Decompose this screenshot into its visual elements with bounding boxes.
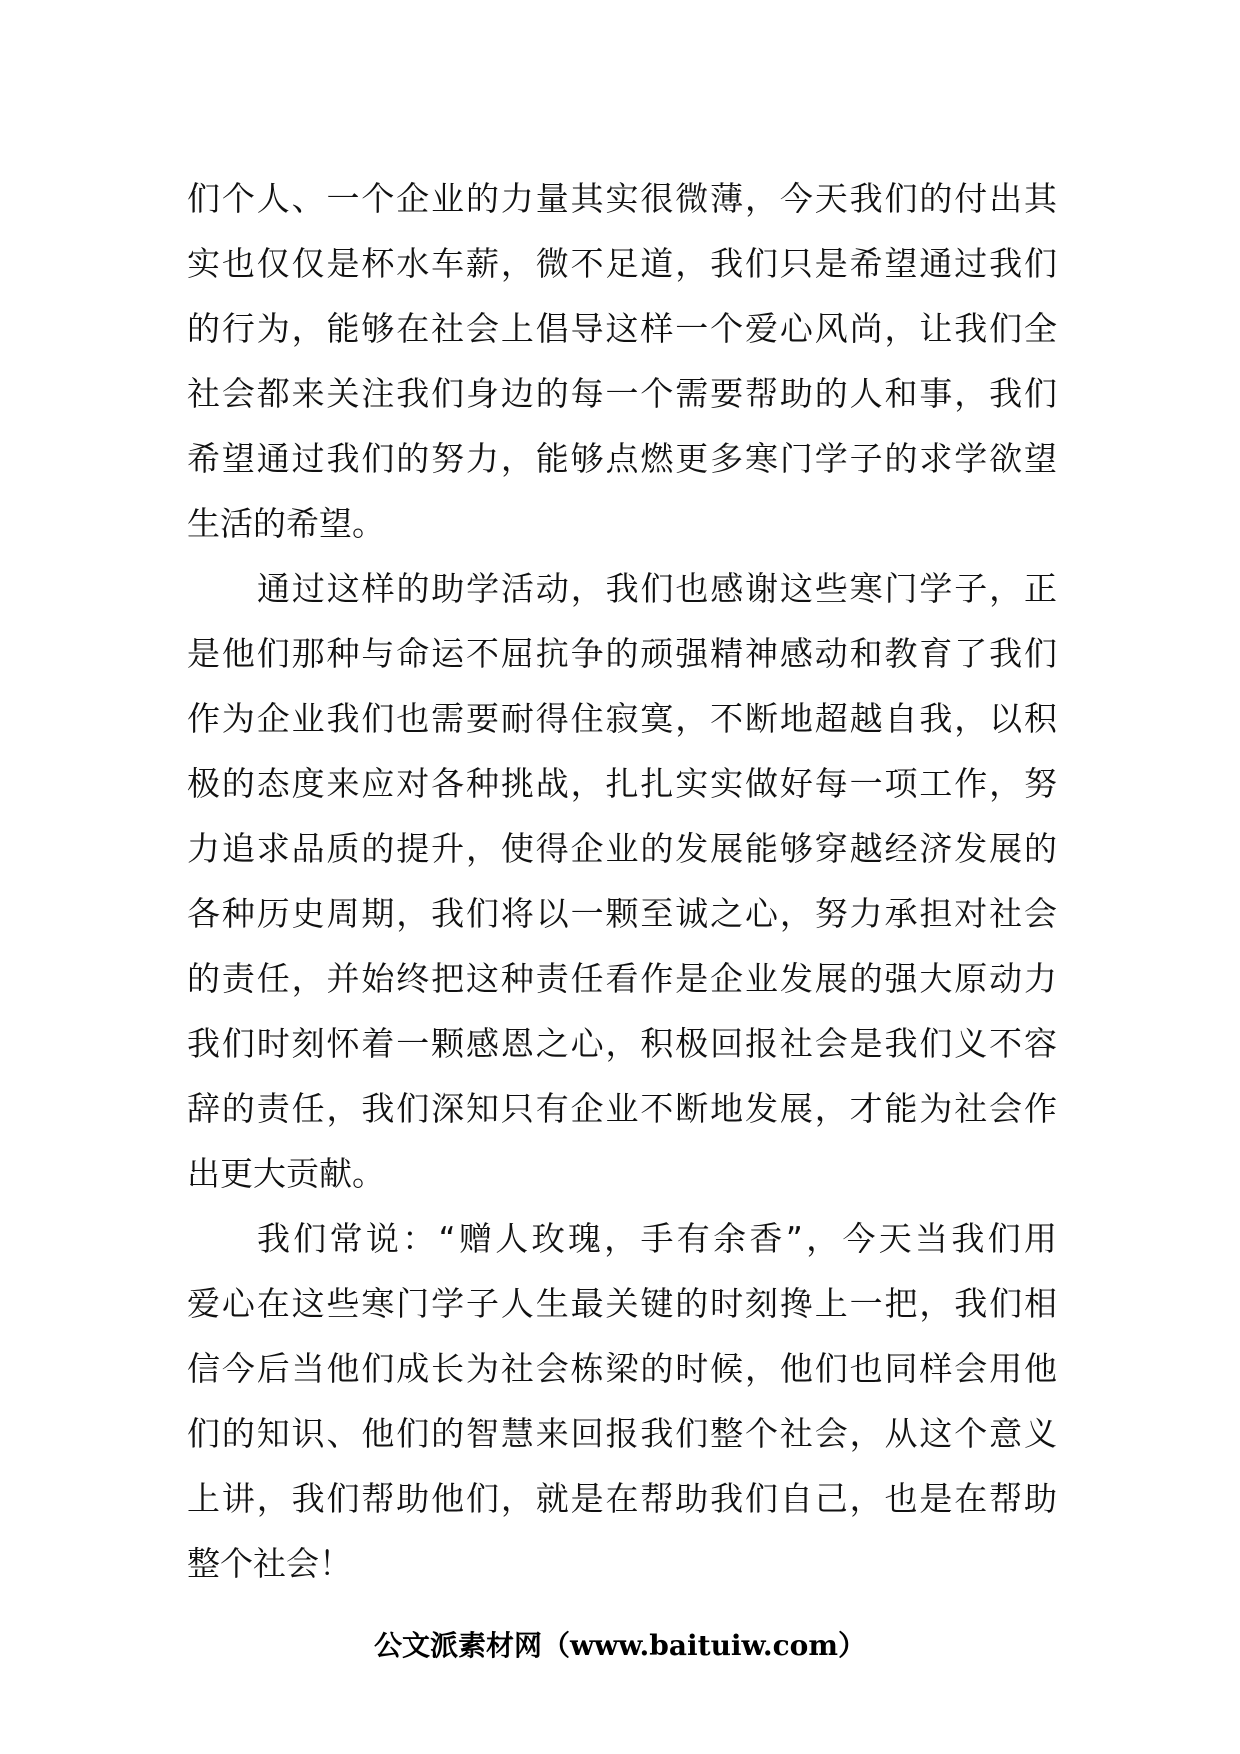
text-line: 生活的希望。 xyxy=(187,504,385,543)
text-line: 希望通过我们的努力，能够点燃更多寒门学子的求学欲望 xyxy=(187,439,1057,478)
document-body xyxy=(187,166,1057,1596)
footer-source-line: 公文派素材网（www.baituiw.com） xyxy=(374,1629,866,1662)
text-line: 实也仅仅是杯水车薪，微不足道，我们只是希望通过我们 xyxy=(187,244,1057,283)
text-line: 爱心在这些寒门学子人生最关键的时刻搀上一把，我们相 xyxy=(187,1284,1057,1323)
text-line: 们的知识、他们的智慧来回报我们整个社会，从这个意义 xyxy=(187,1414,1057,1453)
text-line: 上讲，我们帮助他们，就是在帮助我们自己，也是在帮助 xyxy=(187,1479,1057,1518)
text-line: 辞的责任，我们深知只有企业不断地发展，才能为社会作 xyxy=(187,1089,1057,1128)
text-line: 们个人、一个企业的力量其实很微薄，今天我们的付出其 xyxy=(187,179,1057,218)
paragraph-1 xyxy=(187,166,1057,556)
text-line: 整个社会！ xyxy=(187,1544,352,1583)
text-line: 极的态度来应对各种挑战，扎扎实实做好每一项工作，努 xyxy=(187,764,1057,803)
text-line: 的行为，能够在社会上倡导这样一个爱心风尚，让我们全 xyxy=(187,309,1057,348)
text-line: 是他们那种与命运不屈抗争的顽强精神感动和教育了我们 xyxy=(187,634,1057,673)
paragraph-2 xyxy=(187,556,1057,1206)
text-line: 作为企业我们也需要耐得住寂寞，不断地超越自我，以积 xyxy=(187,699,1057,738)
text-line: 我们常说：“赠人玫瑰，手有余香”，今天当我们用 xyxy=(257,1219,1057,1258)
text-line: 力追求品质的提升，使得企业的发展能够穿越经济发展的 xyxy=(187,829,1057,868)
text-line: 我们时刻怀着一颗感恩之心，积极回报社会是我们义不容 xyxy=(187,1024,1057,1063)
text-line: 信今后当他们成长为社会栋梁的时候，他们也同样会用他 xyxy=(187,1349,1057,1388)
text-line: 社会都来关注我们身边的每一个需要帮助的人和事，我们 xyxy=(187,374,1057,413)
text-line: 各种历史周期，我们将以一颗至诚之心，努力承担对社会 xyxy=(187,894,1057,933)
text-line: 出更大贡献。 xyxy=(187,1154,385,1193)
text-line: 的责任，并始终把这种责任看作是企业发展的强大原动力 xyxy=(187,959,1057,998)
text-line: 通过这样的助学活动，我们也感谢这些寒门学子，正 xyxy=(257,569,1057,608)
paragraph-3 xyxy=(187,1206,1057,1596)
